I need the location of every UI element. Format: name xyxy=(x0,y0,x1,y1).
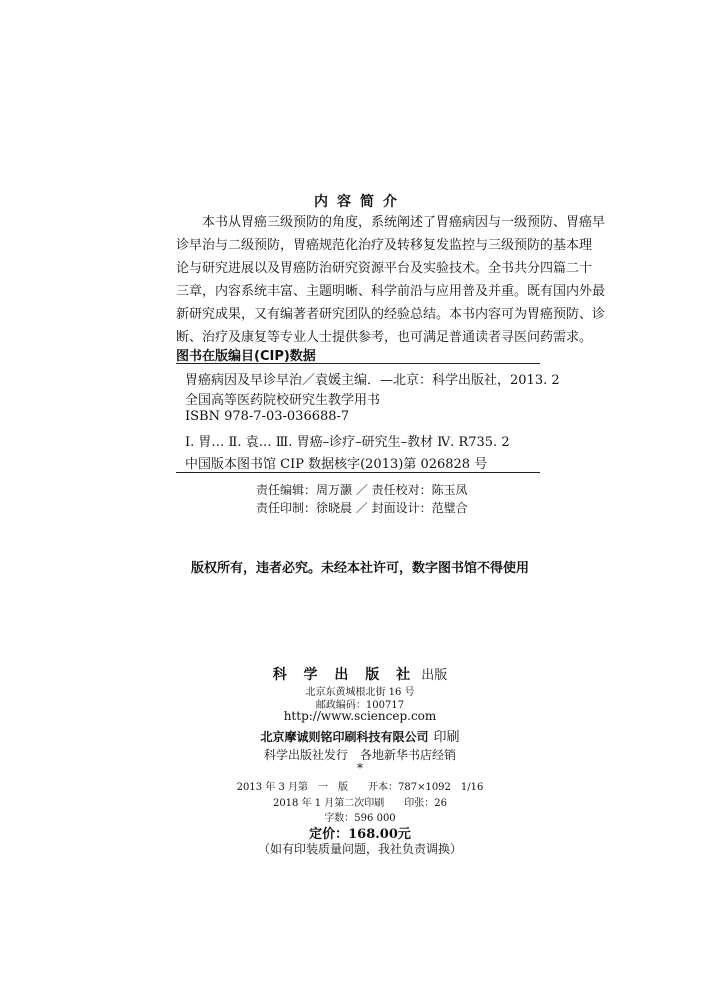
intro-text xyxy=(176,211,606,349)
cip-line: 胃癌病因及早诊早治／袁媛主编．—北京：科学出版社，2013. 2 xyxy=(185,373,560,388)
cip-classification: Ⅰ. 胃… Ⅱ. 袁… Ⅲ. 胃癌–诊疗–研究生–教材 Ⅳ. R735. 2 xyxy=(185,435,510,450)
printing-line: 2018 年 1 月第二次印刷 印张：26 xyxy=(272,798,448,809)
publisher-address: 北京东黄城根北街 16 号 xyxy=(305,687,415,698)
intro-line: 诊早治与二级预防，胃癌规范化治疗及转移复发监控与三级预防的基本理 xyxy=(176,238,593,253)
intro-line: 三章，内容系统丰富、主题明晰、科学前沿与应用普及并重。既有国内外最 xyxy=(176,284,606,299)
intro-line: 论与研究进展以及胃癌防治研究资源平台及实验技术。全书共分四篇二十 xyxy=(176,261,593,276)
separator-star: * xyxy=(357,761,363,775)
cip-bottom-rule xyxy=(176,472,540,473)
publisher-name: 科 学 出 版 社 xyxy=(272,667,417,683)
quality-note: （如有印装质量问题，我社负责调换） xyxy=(257,842,462,856)
cip-line: 全国高等医药院校研究生教学用书 xyxy=(185,393,381,408)
printer-suffix: 印刷 xyxy=(433,730,460,745)
word-count: 字数：596 000 xyxy=(324,813,396,824)
intro-line: 本书从胃癌三级预防的角度，系统阐述了胃癌病因与一级预防、胃癌早 xyxy=(176,215,606,230)
printer-name: 北京摩诚则铭印刷科技有限公司 xyxy=(260,730,429,744)
cip-heading: 图书在版编目(CIP)数据 xyxy=(176,349,316,364)
editors-line: 责任印制：徐晓晨 ／ 封面设计：范璧合 xyxy=(256,501,468,515)
copyright-notice: 版权所有，违者必究。未经本社许可，数字图书馆不得使用 xyxy=(190,561,529,576)
cip-isbn: ISBN 978-7-03-036688-7 xyxy=(185,409,350,424)
publisher-url: http://www.sciencep.com xyxy=(283,709,437,723)
publisher-name-suffix: 出版 xyxy=(421,668,448,683)
publisher-postcode: 邮政编码：100717 xyxy=(315,700,405,711)
printer-line xyxy=(180,726,540,745)
cip-record-number: 中国版本图书馆 CIP 数据核字(2013)第 026828 号 xyxy=(185,457,488,472)
cip-top-rule xyxy=(176,363,540,364)
distribution-line: 科学出版社发行 各地新华书店经销 xyxy=(263,748,456,762)
intro-line: 新研究成果，又有编著者研究团队的经验总结。本书内容可为胃癌预防、诊 xyxy=(176,307,606,322)
edition-line: 2013 年 3 月第 一 版 开本：787×1092 1/16 xyxy=(236,782,484,793)
intro-line: 断、治疗及康复等专业人士提供参考，也可满足普通读者寻医问药需求。 xyxy=(176,330,593,345)
intro-title: 内容简介 xyxy=(314,194,406,210)
price: 定价：168.00元 xyxy=(309,827,411,842)
editors-line: 责任编辑：周万灏 ／ 责任校对：陈玉凤 xyxy=(256,483,468,497)
publisher-name-line xyxy=(180,664,540,684)
